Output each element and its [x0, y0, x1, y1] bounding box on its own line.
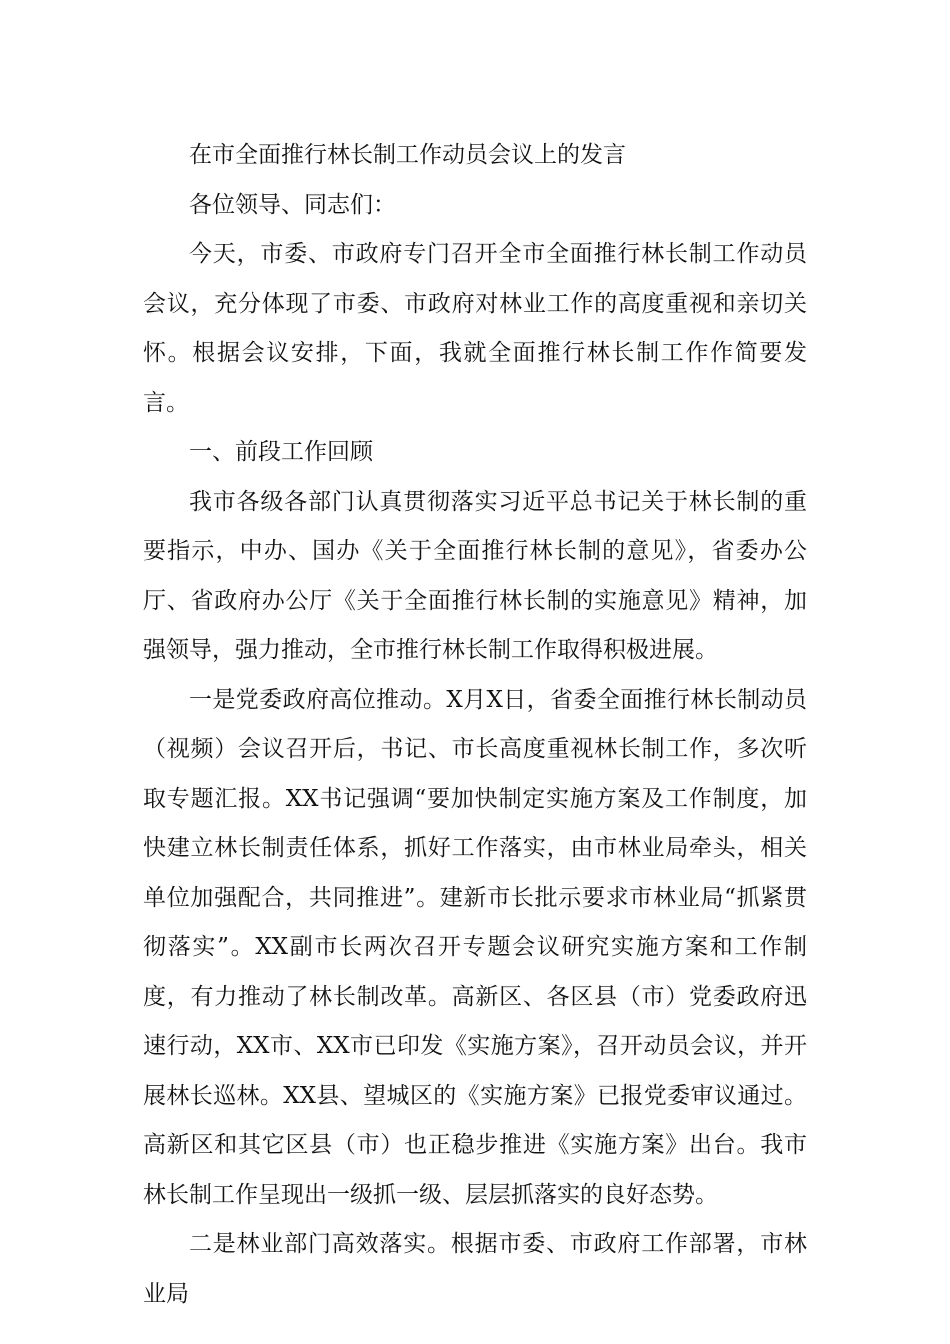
paragraph-review: 我市各级各部门认真贯彻落实习近平总书记关于林长制的重要指示，中办、国办《关于全面推行林长制的意见》，省委办公厅、省政府办公厅《关于全面推行林长制的实施意见》精神，加强领导，强力推动，全市推行林长制工作取得积极进展。 — [143, 488, 807, 663]
salutation: 各位领导、同志们： — [189, 191, 396, 218]
paragraph-point-two: 二是林业部门高效落实。根据市委、市政府工作部署，市林业局 — [143, 1231, 807, 1307]
document-title: 在市全面推行林长制工作动员会议上的发言 — [189, 142, 626, 168]
paragraph-point-one: 一是党委政府高位推动。X月X日，省委全面推行林长制动员（视频）会议召开后，书记、市长高度重视林长制工作，多次听取专题汇报。XX书记强调“要加快制定实施方案及工作制度，加快建立林长制责任体系，抓好工作落实，由市林业局牵头，相关单位加强配合，共同推进”。建新市长批示要求市林业局“抓紧贯彻落实”。XX副市长两次召开专题会议研究实施方案和工作制度，有力推动了林长制改革。高新区、各区县（市）党委政府迅速行动，XX市、XX市已印发《实施方案》，召开动员会议，并开展林长巡林。XX县、望城区的《实施方案》已报党委审议通过。高新区和其它区县（市）也正稳步推进《实施方案》出台。我市林长制工作呈现出一级抓一级、层层抓落实的良好态势。 — [143, 686, 807, 1208]
section-heading: 一、前段工作回顾 — [189, 439, 373, 465]
document-body — [143, 131, 807, 1319]
paragraph-opening: 今天，市委、市政府专门召开全市全面推行林长制工作动员会议，充分体现了市委、市政府对林业工作的高度重视和亲切关怀。根据会议安排，下面，我就全面推行林长制工作作简要发言。 — [143, 241, 807, 416]
